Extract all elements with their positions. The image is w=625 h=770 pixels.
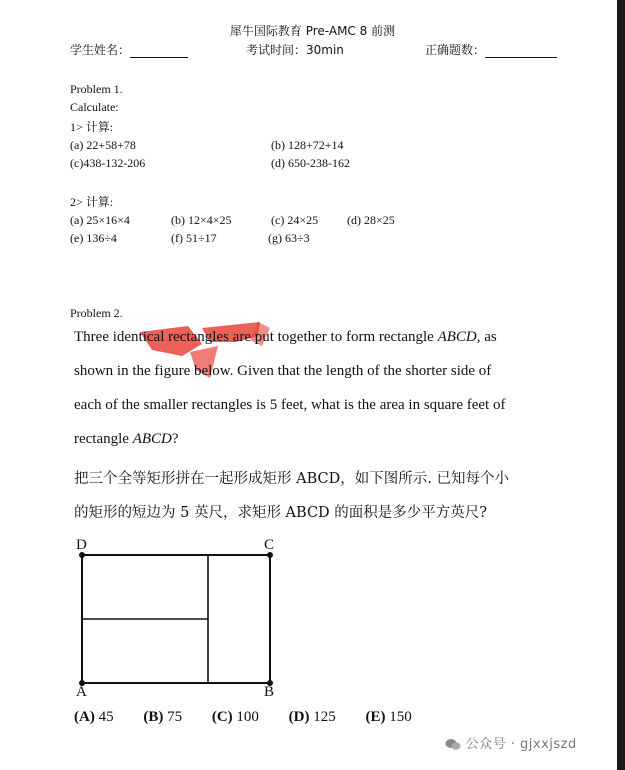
watermark-text: 公众号 · gjxxjszd [465, 737, 577, 752]
problem1-2-item-e: (e) 136÷4 [70, 231, 117, 245]
problem1-part2-label: 2> 计算: [70, 195, 114, 209]
score-blank [485, 45, 557, 58]
problem1-part1-label: 1> 计算: [70, 120, 114, 134]
problem1-2-item-d: (d) 28×25 [347, 213, 395, 227]
problem2-en-line4 [74, 431, 179, 448]
student-name-field [70, 41, 188, 58]
problem1-2-item-g: (g) 63÷3 [268, 231, 310, 245]
abcd-italic-2: ABCD [132, 431, 172, 447]
right-edge-strip [617, 0, 625, 770]
student-name-blank [130, 45, 188, 58]
problem1-heading: Problem 1. [70, 82, 123, 96]
score-field [425, 41, 557, 58]
choice-b: (B) 75 [143, 709, 183, 725]
choice-a: (A) 45 [74, 709, 114, 725]
problem1-item-d: (d) 650-238-162 [271, 156, 350, 170]
problem2-en-line3: each of the smaller rectangles is 5 feet, what is the area in square feet of [74, 397, 506, 413]
label-a: A [76, 684, 87, 700]
choice-c: (C) 100 [211, 709, 259, 725]
problem2-en-line1 [74, 329, 497, 346]
exam-time: 考试时间：30min [246, 43, 344, 57]
label-b: B [264, 684, 275, 700]
problem2-heading: Problem 2. [70, 306, 123, 320]
problem2-en-line2: shown in the figure below. Given that the length of the shorter side of [74, 363, 492, 379]
student-name-label: 学生姓名： [70, 43, 131, 57]
problem1-2-item-c: (c) 24×25 [271, 213, 319, 227]
choice-e: (E) 150 [365, 709, 412, 725]
problem1-item-a: (a) 22+58+78 [70, 138, 136, 152]
en-line4-tail: ? [171, 431, 179, 447]
answer-choices [74, 709, 438, 726]
page-title: 犀牛国际教育 Pre-AMC 8 前测 [229, 24, 396, 38]
problem1-calculate: Calculate: [70, 100, 119, 114]
problem2-zh-line1: 把三个全等矩形拼在一起形成矩形 ABCD，如下图所示. 已知每个小 [74, 471, 509, 487]
en-line1-text: Three identical rectangles are put together to form rectangle [74, 329, 434, 345]
score-label: 正确题数： [425, 43, 486, 57]
problem1-item-b: (b) 128+72+14 [271, 138, 344, 152]
en-line1-tail: , as [476, 329, 497, 345]
problem1-2-item-a: (a) 25×16×4 [70, 213, 130, 227]
rectangle-figure [70, 535, 285, 705]
wechat-icon [445, 738, 461, 751]
problem1-2-item-b: (b) 12×4×25 [171, 213, 232, 227]
label-d: D [76, 537, 87, 553]
label-c: C [264, 537, 275, 553]
choice-d: (D) 125 [288, 709, 336, 725]
en-line4-text: rectangle [74, 431, 129, 447]
problem2-zh-line2: 的矩形的短边为 5 英尺，求矩形 ABCD 的面积是多少平方英尺? [74, 505, 488, 521]
wechat-watermark [445, 733, 577, 752]
problem1-item-c: (c)438-132-206 [70, 156, 146, 170]
problem1-2-item-f: (f) 51÷17 [171, 231, 217, 245]
abcd-italic-1: ABCD [437, 329, 477, 345]
